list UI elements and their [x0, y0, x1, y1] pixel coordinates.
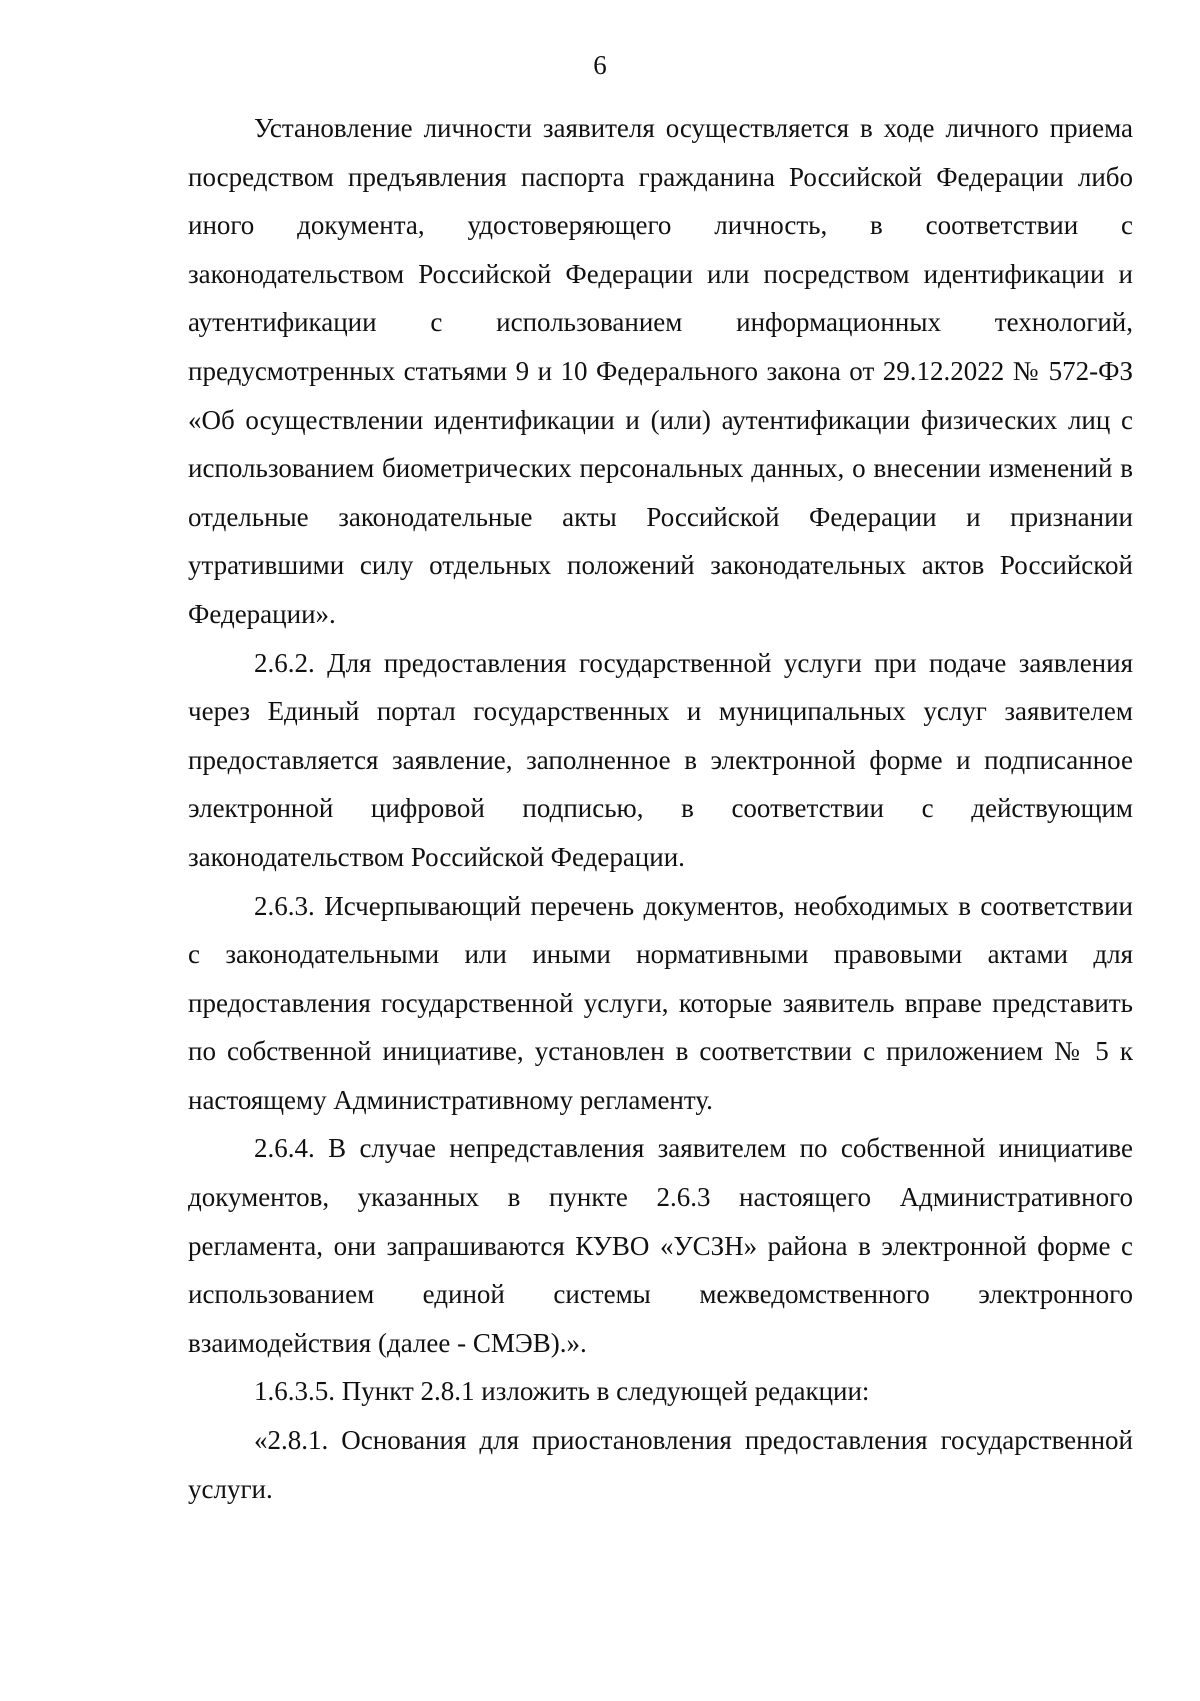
- page-number: 6: [593, 50, 607, 80]
- paragraph-2-6-3: 2.6.3. Исчерпывающий перечень документов, необходимых в соответствии с законодательными или иными нормативными правовыми актами для предоставления государственной услуги, которые заявитель вправе представить по собственной инициативе, установлен в соответствии с приложением № 5 к настоящему Административному регламенту.: [188, 890, 1133, 1115]
- paragraph-1-6-3-5: 1.6.3.5. Пункт 2.8.1 изложить в следующей редакции:: [254, 1376, 870, 1407]
- paragraph-2-8-1: «2.8.1. Основания для приостановления предоставления государственной услуги.: [188, 1425, 1133, 1504]
- paragraph-2-6-4: 2.6.4. В случае непредставления заявителем по собственной инициативе документов, указанных в пункте 2.6.3 настоящего Административного регламента, они запрашиваются КУВО «УСЗН» района в электронной форме с использованием единой системы межведомственного электронного взаимодействия (далее - СМЭВ).».: [188, 1133, 1133, 1358]
- paragraph-identity-verification: Установление личности заявителя осуществляется в ходе личного приема посредством предъявления паспорта гражданина Российской Федерации либо иного документа, удостоверяющего личность, в соответствии с законодательством Российской Федерации или посредством идентификации и аутентификации с использованием информационных технологий, предусмотренных статьями 9 и 10 Федерального закона от 29.12.2022 № 572-ФЗ «Об осуществлении идентификации и (или) аутентификации физических лиц с использованием биометрических персональных данных, о внесении изменений в отдельные законодательные акты Российской Федерации и признании утратившими силу отдельных положений законодательных актов Российской Федерации».: [188, 113, 1133, 629]
- paragraph-2-6-2: 2.6.2. Для предоставления государственной услуги при подаче заявления через Единый портал государственных и муниципальных услуг заявителем предоставляется заявление, заполненное в электронной форме и подписанное электронной цифровой подписью, в соответствии с действующим законодательством Российской Федерации.: [188, 647, 1133, 872]
- document-body: [188, 104, 1133, 1513]
